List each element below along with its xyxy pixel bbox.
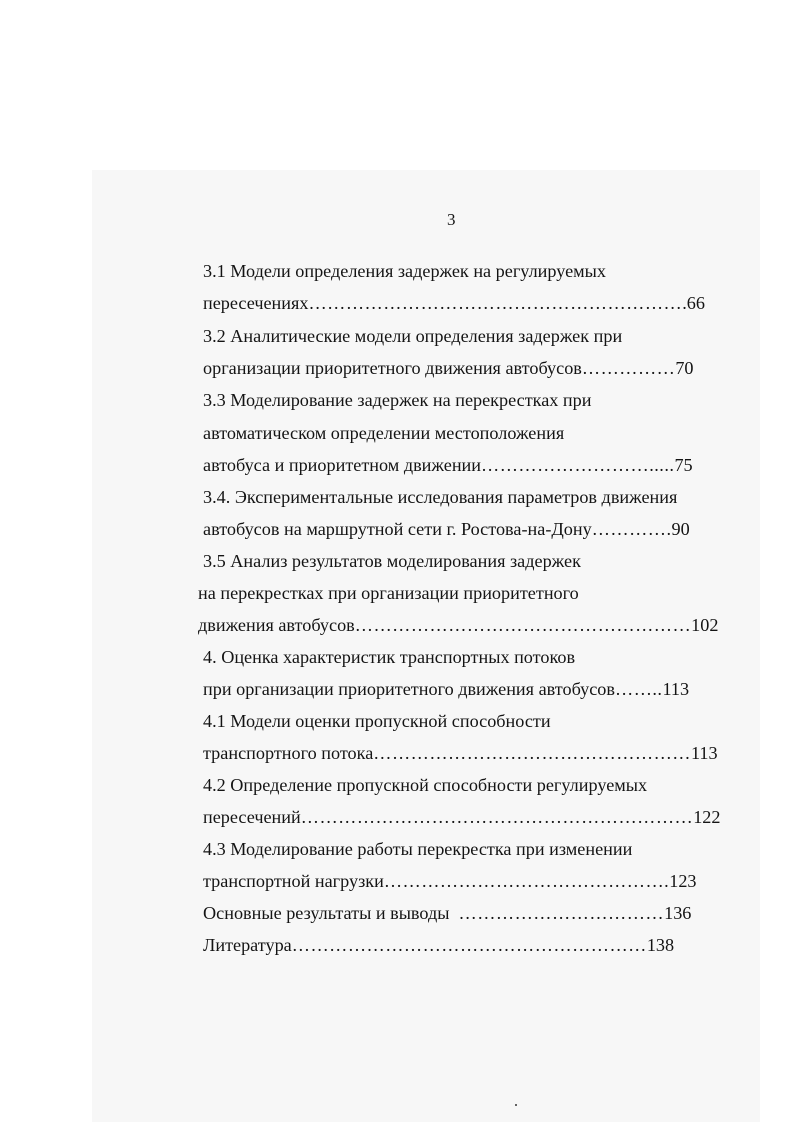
toc-page-number: 102 <box>691 615 719 635</box>
toc-line <box>203 646 575 668</box>
toc-entry-text: транспортного потока <box>203 743 374 763</box>
toc-line <box>203 710 551 732</box>
toc-leader-dots: …………………………… <box>458 903 665 923</box>
toc-leader-dots: …….. <box>615 679 663 699</box>
toc-entry-text: организации приоритетного движения автобусов <box>203 358 582 378</box>
toc-entry-text: на перекрестках при организации приоритетного <box>198 583 579 603</box>
toc-entry-text: автобуса и приоритетном движении <box>203 455 482 475</box>
toc-line <box>203 550 581 572</box>
toc-line <box>203 357 694 379</box>
toc-line <box>203 902 691 924</box>
toc-entry-text: автобусов на маршрутной сети г. Ростова-на-Дону <box>203 519 592 539</box>
toc-line <box>198 582 579 604</box>
toc-line <box>203 518 690 540</box>
toc-entry-text: транспортной нагрузки <box>203 871 384 891</box>
toc-entry-text: 3.3 Моделирование задержек на перекрестках при <box>203 390 592 410</box>
toc-line <box>203 742 718 764</box>
toc-entry-text: 4. Оценка характеристик транспортных потоков <box>203 647 576 667</box>
scan-speck <box>515 1104 517 1106</box>
toc-line <box>203 260 606 282</box>
toc-entry-text: пересечениях <box>203 293 309 313</box>
toc-leader-dots: ………………………..... <box>481 455 675 475</box>
toc-entry-text: Основные результаты и выводы <box>203 903 459 923</box>
toc-entry-text: 3.1 Модели определения задержек на регулируемых <box>203 261 607 281</box>
toc-entry-text: при организации приоритетного движения автобусов <box>203 679 615 699</box>
toc-entry-text: автоматическом определении местоположения <box>203 423 565 443</box>
toc-page-number: 122 <box>693 807 721 827</box>
toc-leader-dots: …………. <box>591 519 672 539</box>
toc-leader-dots: ……………………………………………………… <box>300 807 694 827</box>
toc-page-number: 123 <box>669 871 697 891</box>
toc-line <box>203 389 592 411</box>
toc-leader-dots: …………………………………………… <box>373 743 691 763</box>
toc-line <box>203 774 647 796</box>
toc-line <box>203 454 693 476</box>
toc-entry-text: 4.3 Моделирование работы перекрестка при изменении <box>203 839 633 859</box>
toc-line <box>198 614 718 636</box>
toc-entry-text: 4.1 Модели оценки пропускной способности <box>203 711 551 731</box>
toc-leader-dots: …………………………………………………… <box>308 293 683 313</box>
toc-leader-dots: …………… <box>581 358 676 378</box>
toc-line <box>203 838 632 860</box>
toc-line <box>203 292 705 314</box>
toc-line <box>203 678 689 700</box>
toc-page-number: 113 <box>690 743 718 763</box>
toc-line <box>203 806 720 828</box>
toc-line <box>203 934 674 956</box>
toc-page-number: 138 <box>646 935 675 955</box>
toc-entry-text: Литература <box>203 935 292 955</box>
toc-line <box>203 486 677 508</box>
page-number: 3 <box>447 210 456 229</box>
toc-entry-text: 3.5 Анализ результатов моделирования задержек <box>203 551 581 571</box>
toc-entry-text: 3.4. Экспериментальные исследования параметров движения <box>203 487 678 507</box>
toc-leader-dots: ………………………………………………… <box>291 935 647 955</box>
toc-line <box>203 325 622 347</box>
toc-page-number: 70 <box>675 358 694 378</box>
toc-page-number: 75 <box>674 455 693 475</box>
toc-entry-text: движения автобусов <box>198 615 355 635</box>
toc-page-number: 90 <box>671 519 690 539</box>
toc-page-number: 113 <box>662 679 690 699</box>
toc-leader-dots: ……………………………………………… <box>354 615 692 635</box>
toc-line <box>203 870 697 892</box>
toc-page-number: 136 <box>664 903 692 923</box>
toc-entry-text: 4.2 Определение пропускной способности регулируемых <box>203 775 648 795</box>
toc-entry-text: 3.2 Аналитические модели определения задержек при <box>203 326 623 346</box>
toc-line <box>203 422 564 444</box>
toc-entry-text: пересечений <box>203 807 301 827</box>
toc-leader-dots: ………………………………………. <box>383 871 670 891</box>
toc-page-number: .66 <box>682 293 705 313</box>
